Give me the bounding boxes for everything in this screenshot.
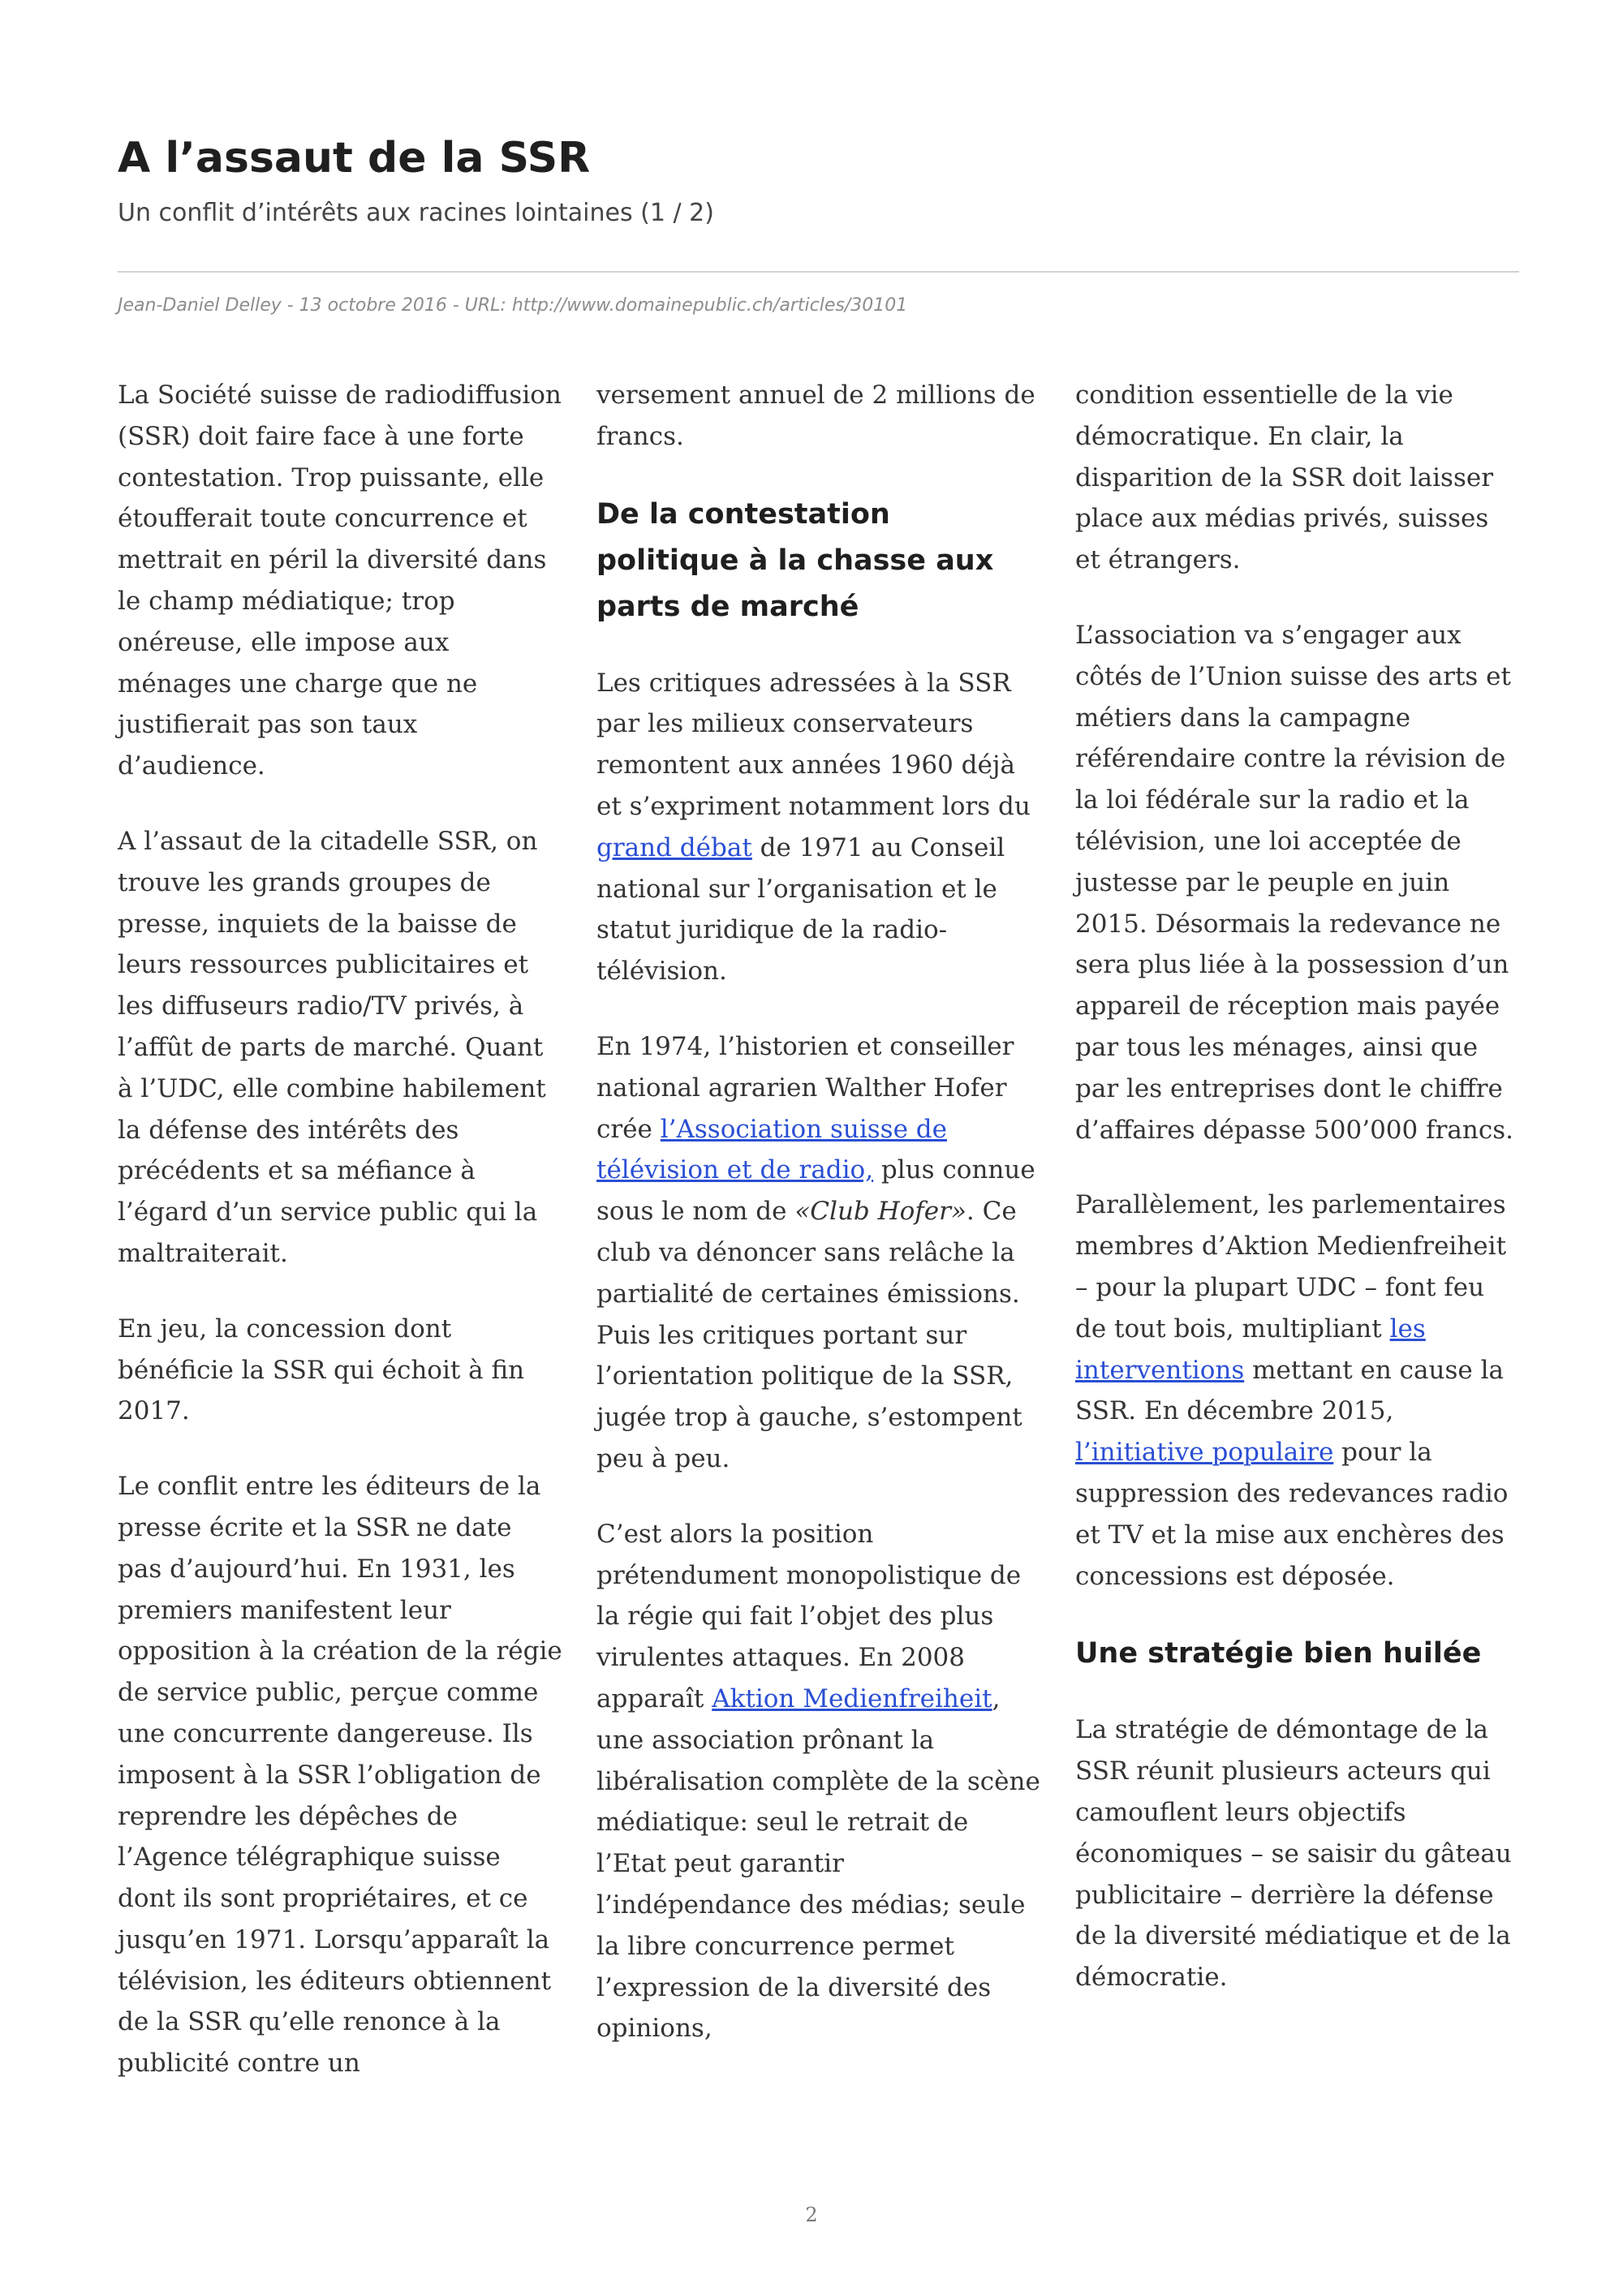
page-number: 2 [805, 2204, 818, 2226]
paragraph: A l’assaut de la citadelle SSR, on trouve les grands groupes de presse, inquiets de la baisse de leurs ressources publicitaires et les diffuseurs radio/TV privés, à l’affût de parts de marché. Quant à l’UDC, elle combine habilement la défense des intérêts des précédents et sa méfiance à l’égard d’un service public qui la maltraiterait. [118, 826, 546, 1268]
paragraph: Le conflit entre les éditeurs de la presse écrite et la SSR ne date pas d’aujourd’hui. En 1931, les premiers manifestent leur opposition à la création de la régie de service public, perçue comme une concurrente dangereuse. Ils imposent à la SSR l’obligation de reprendre les dépêches de l’Agence télégraphique suisse dont ils sont propriétaires, et ce jusqu’en 1971. Lorsqu’apparaît la télévision, les éditeurs obtiennent de la SSR qu’elle renonce à la publicité contre un [118, 1472, 562, 2079]
section-heading: De la contestation politique à la chasse aux parts de marché [596, 497, 994, 623]
article-meta: Jean-Daniel Delley - 13 octobre 2016 - URL: http://www.domainepublic.ch/articles/30101 [118, 295, 908, 316]
text-run: Les critiques adressées à la SSR par les milieux conservateurs remontent aux années 1960 déjà et s’expriment notamment lors du [596, 668, 1031, 821]
column-2 [596, 375, 1041, 2083]
link-association-suisse[interactable]: l’Association suisse de télévision et de radio, [596, 1114, 947, 1185]
emphasis-club-hofer: «Club Hofer» [794, 1197, 966, 1227]
paragraph: La Société suisse de radiodiffusion (SSR) doit faire face à une forte contestation. Trop puissante, elle étoufferait toute concurrence et mettrait en péril la diversité dans le champ médiatique; trop onéreuse, elle impose aux ménages une charge que ne justifierait pas son taux d’audience. [118, 381, 562, 781]
paragraph [596, 663, 1041, 992]
paragraph [596, 1026, 1041, 1480]
paragraph: condition essentielle de la vie démocratique. En clair, la disparition de la SSR doit laisser place aux médias privés, suisses et étrangers. [1075, 381, 1494, 575]
article-title: A l’assaut de la SSR [118, 134, 591, 183]
paragraph: En jeu, la concession dont bénéficie la SSR qui échoit à fin 2017. [118, 1314, 525, 1426]
paragraph [596, 1514, 1041, 2049]
paragraph: L’association va s’engager aux côtés de l’Union suisse des arts et métiers dans la campagne référendaire contre la révision de la loi fédérale sur la radio et la télévision, une loi acceptée de justesse par le peuple en juin 2015. Désormais la redevance ne sera plus liée à la possession d’un appareil de réception mais payée par tous les ménages, ainsi que par les entreprises dont le chiffre d’affaires dépasse 500’000 francs. [1075, 620, 1513, 1145]
link-aktion-medienfreiheit[interactable]: Aktion Medienfreiheit [712, 1683, 992, 1713]
text-run: plus connue sous le nom de [596, 1155, 1035, 1227]
link-grand-debat[interactable]: grand débat [596, 832, 752, 862]
paragraph [1075, 1185, 1520, 1597]
section-heading: Une stratégie bien huilée [1075, 1637, 1482, 1670]
link-les-interventions[interactable]: les interventions [1075, 1314, 1426, 1385]
text-run: En 1974, l’historien et conseiller national agrarien Walther Hofer crée [596, 1031, 1014, 1144]
text-run: C’est alors la position prétendument monopolistique de la régie qui fait l’objet des plus virulentes attaques. En 2008 apparaît [596, 1519, 1022, 1713]
text-run: Parallèlement, les parlementaires membres d’Aktion Medienfreiheit – pour la plupart UDC – font feu de tout bois, multipliant [1075, 1190, 1507, 1344]
text-run: pour la suppression des redevances radio et TV et la mise aux enchères des concessions est déposée. [1075, 1438, 1509, 1591]
text-run: de 1971 au Conseil national sur l’organisation et le statut juridique de la radio-télévision. [596, 832, 1005, 987]
paragraph: versement annuel de 2 millions de francs. [596, 381, 1035, 451]
text-run: , une association prônant la libéralisation complète de la scène médiatique: seul le retrait de l’Etat peut garantir l’indépendance des médias; seule la libre concurrence permet l’expression de la diversité des opinions, [596, 1683, 1040, 2044]
paragraph: La stratégie de démontage de la SSR réunit plusieurs acteurs qui camouflent leurs objectifs économiques – se saisir du gâteau publicitaire – derrière la défense de la diversité médiatique et de la démocratie. [1075, 1715, 1512, 1993]
column-1 [118, 375, 562, 2118]
link-initiative-populaire[interactable]: l’initiative populaire [1075, 1438, 1334, 1468]
article-subtitle: Un conflit d’intérêts aux racines lointaines (1 / 2) [118, 199, 714, 227]
text-run: . Ce club va dénoncer sans relâche la partialité de certaines émissions. Puis les critiques portant sur l’orientation politique de la SSR, jugée trop à gauche, s’estompent peu à peu. [596, 1197, 1022, 1473]
text-run: mettant en cause la SSR. En décembre 2015, [1075, 1355, 1504, 1426]
column-3 [1075, 375, 1520, 2032]
header-divider [118, 271, 1519, 273]
